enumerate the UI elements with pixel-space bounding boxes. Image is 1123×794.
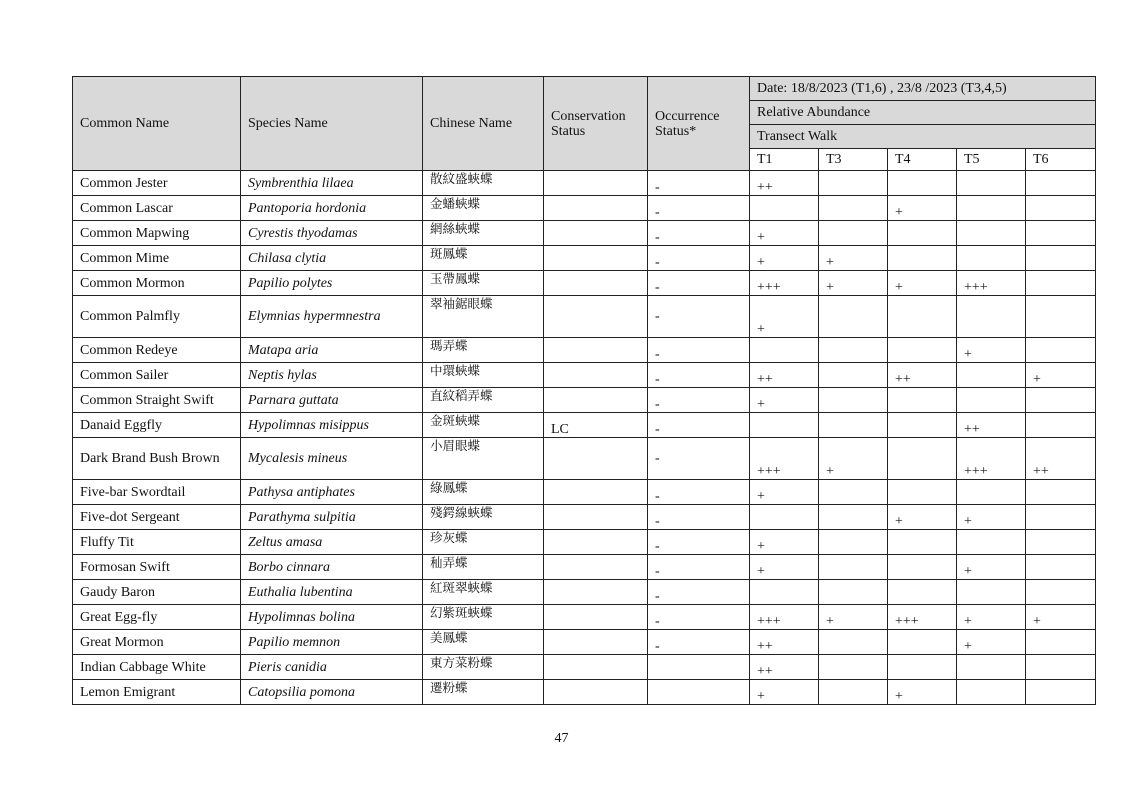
t5-cell: + bbox=[957, 605, 1026, 630]
t5-cell: + bbox=[957, 338, 1026, 363]
chinese-name-cell: 殘鍔線蛺蝶 bbox=[423, 505, 544, 530]
t5-cell bbox=[957, 655, 1026, 680]
t5-cell bbox=[957, 246, 1026, 271]
species-name-cell: Matapa aria bbox=[241, 338, 423, 363]
t3-cell: + bbox=[819, 605, 888, 630]
occurrence-cell: - bbox=[648, 555, 750, 580]
common-name-cell: Great Mormon bbox=[73, 630, 241, 655]
t4-cell bbox=[888, 530, 957, 555]
species-table bbox=[72, 76, 1096, 705]
occurrence-cell: - bbox=[648, 171, 750, 196]
conservation-cell bbox=[544, 221, 648, 246]
t6-cell: + bbox=[1026, 363, 1096, 388]
t1-cell bbox=[750, 338, 819, 363]
table-row bbox=[73, 530, 1096, 555]
species-name-cell: Elymnias hypermnestra bbox=[241, 296, 423, 338]
table-row bbox=[73, 171, 1096, 196]
conservation-cell bbox=[544, 505, 648, 530]
conservation-cell bbox=[544, 630, 648, 655]
conservation-cell bbox=[544, 555, 648, 580]
occurrence-cell bbox=[648, 655, 750, 680]
chinese-name-cell: 金斑蛺蝶 bbox=[423, 413, 544, 438]
table-row bbox=[73, 630, 1096, 655]
occurrence-cell: - bbox=[648, 388, 750, 413]
table-row bbox=[73, 505, 1096, 530]
species-name-cell: Cyrestis thyodamas bbox=[241, 221, 423, 246]
species-name-cell: Neptis hylas bbox=[241, 363, 423, 388]
t4-cell bbox=[888, 221, 957, 246]
t5-cell bbox=[957, 530, 1026, 555]
header-t6: T6 bbox=[1026, 149, 1096, 171]
table-row bbox=[73, 605, 1096, 630]
t3-cell bbox=[819, 680, 888, 705]
t4-cell bbox=[888, 655, 957, 680]
conservation-cell bbox=[544, 530, 648, 555]
conservation-cell bbox=[544, 246, 648, 271]
table-row bbox=[73, 555, 1096, 580]
t1-cell: + bbox=[750, 388, 819, 413]
occurrence-cell: - bbox=[648, 438, 750, 480]
t4-cell bbox=[888, 246, 957, 271]
t4-cell: + bbox=[888, 680, 957, 705]
species-name-cell: Borbo cinnara bbox=[241, 555, 423, 580]
t5-cell: +++ bbox=[957, 438, 1026, 480]
table-row bbox=[73, 363, 1096, 388]
conservation-cell bbox=[544, 438, 648, 480]
common-name-cell: Lemon Emigrant bbox=[73, 680, 241, 705]
t3-cell bbox=[819, 480, 888, 505]
chinese-name-cell: 幻紫斑蛺蝶 bbox=[423, 605, 544, 630]
table-row bbox=[73, 680, 1096, 705]
conservation-cell bbox=[544, 196, 648, 221]
occurrence-cell: - bbox=[648, 413, 750, 438]
t1-cell bbox=[750, 196, 819, 221]
chinese-name-cell: 散紋盛蛺蝶 bbox=[423, 171, 544, 196]
header-t1: T1 bbox=[750, 149, 819, 171]
conservation-cell bbox=[544, 296, 648, 338]
t4-cell bbox=[888, 338, 957, 363]
t3-cell bbox=[819, 363, 888, 388]
conservation-cell bbox=[544, 580, 648, 605]
t4-cell bbox=[888, 413, 957, 438]
species-name-cell: Hypolimnas bolina bbox=[241, 605, 423, 630]
t4-cell bbox=[888, 555, 957, 580]
header-occurrence-status: Occurrence Status* bbox=[648, 77, 750, 171]
t6-cell bbox=[1026, 196, 1096, 221]
t5-cell bbox=[957, 196, 1026, 221]
common-name-cell: Dark Brand Bush Brown bbox=[73, 438, 241, 480]
table-row bbox=[73, 655, 1096, 680]
t4-cell: + bbox=[888, 271, 957, 296]
header-relative-abundance: Relative Abundance bbox=[750, 101, 1096, 125]
t6-cell bbox=[1026, 630, 1096, 655]
chinese-name-cell: 網絲蛺蝶 bbox=[423, 221, 544, 246]
occurrence-cell: - bbox=[648, 505, 750, 530]
occurrence-cell: - bbox=[648, 246, 750, 271]
t3-cell: + bbox=[819, 271, 888, 296]
chinese-name-cell: 玉帶鳳蝶 bbox=[423, 271, 544, 296]
t1-cell: + bbox=[750, 530, 819, 555]
table-row bbox=[73, 438, 1096, 480]
occurrence-cell: - bbox=[648, 296, 750, 338]
common-name-cell: Danaid Eggfly bbox=[73, 413, 241, 438]
t5-cell: ++ bbox=[957, 413, 1026, 438]
chinese-name-cell: 瑪弄蝶 bbox=[423, 338, 544, 363]
table-row bbox=[73, 271, 1096, 296]
t5-cell: + bbox=[957, 555, 1026, 580]
t4-cell: + bbox=[888, 505, 957, 530]
occurrence-cell: - bbox=[648, 221, 750, 246]
t3-cell bbox=[819, 505, 888, 530]
t4-cell bbox=[888, 438, 957, 480]
species-name-cell: Euthalia lubentina bbox=[241, 580, 423, 605]
table-row bbox=[73, 296, 1096, 338]
t4-cell bbox=[888, 630, 957, 655]
table-row bbox=[73, 221, 1096, 246]
header-common-name: Common Name bbox=[73, 77, 241, 171]
species-name-cell: Parnara guttata bbox=[241, 388, 423, 413]
common-name-cell: Common Redeye bbox=[73, 338, 241, 363]
t6-cell bbox=[1026, 555, 1096, 580]
species-name-cell: Symbrenthia lilaea bbox=[241, 171, 423, 196]
table-row bbox=[73, 246, 1096, 271]
conservation-cell bbox=[544, 605, 648, 630]
occurrence-cell: - bbox=[648, 530, 750, 555]
t5-cell bbox=[957, 480, 1026, 505]
chinese-name-cell: 紅斑翠蛺蝶 bbox=[423, 580, 544, 605]
t6-cell bbox=[1026, 338, 1096, 363]
common-name-cell: Fluffy Tit bbox=[73, 530, 241, 555]
chinese-name-cell: 綠鳳蝶 bbox=[423, 480, 544, 505]
t3-cell: + bbox=[819, 246, 888, 271]
species-name-cell: Pieris canidia bbox=[241, 655, 423, 680]
t4-cell bbox=[888, 388, 957, 413]
t4-cell: +++ bbox=[888, 605, 957, 630]
common-name-cell: Five-bar Swordtail bbox=[73, 480, 241, 505]
chinese-name-cell: 小眉眼蝶 bbox=[423, 438, 544, 480]
species-name-cell: Hypolimnas misippus bbox=[241, 413, 423, 438]
common-name-cell: Five-dot Sergeant bbox=[73, 505, 241, 530]
t5-cell bbox=[957, 296, 1026, 338]
t1-cell bbox=[750, 580, 819, 605]
t4-cell bbox=[888, 480, 957, 505]
conservation-cell bbox=[544, 655, 648, 680]
t5-cell bbox=[957, 221, 1026, 246]
occurrence-cell: - bbox=[648, 630, 750, 655]
t5-cell: +++ bbox=[957, 271, 1026, 296]
species-name-cell: Pathysa antiphates bbox=[241, 480, 423, 505]
t1-cell bbox=[750, 505, 819, 530]
t3-cell bbox=[819, 338, 888, 363]
conservation-cell bbox=[544, 271, 648, 296]
t5-cell bbox=[957, 363, 1026, 388]
t3-cell bbox=[819, 530, 888, 555]
chinese-name-cell: 秈弄蝶 bbox=[423, 555, 544, 580]
t5-cell bbox=[957, 171, 1026, 196]
t3-cell bbox=[819, 221, 888, 246]
conservation-cell bbox=[544, 338, 648, 363]
t6-cell bbox=[1026, 505, 1096, 530]
occurrence-cell: - bbox=[648, 605, 750, 630]
t6-cell bbox=[1026, 580, 1096, 605]
header-survey-date: Date: 18/8/2023 (T1,6) , 23/8 /2023 (T3,4,5) bbox=[750, 77, 1096, 101]
t1-cell: + bbox=[750, 555, 819, 580]
t6-cell bbox=[1026, 655, 1096, 680]
t3-cell bbox=[819, 630, 888, 655]
t1-cell: + bbox=[750, 296, 819, 338]
conservation-cell bbox=[544, 171, 648, 196]
species-name-cell: Catopsilia pomona bbox=[241, 680, 423, 705]
common-name-cell: Common Mapwing bbox=[73, 221, 241, 246]
t1-cell: +++ bbox=[750, 438, 819, 480]
common-name-cell: Common Sailer bbox=[73, 363, 241, 388]
occurrence-cell: - bbox=[648, 196, 750, 221]
conservation-cell bbox=[544, 480, 648, 505]
species-name-cell: Parathyma sulpitia bbox=[241, 505, 423, 530]
t6-cell bbox=[1026, 221, 1096, 246]
occurrence-cell: - bbox=[648, 580, 750, 605]
t5-cell bbox=[957, 388, 1026, 413]
occurrence-cell: - bbox=[648, 338, 750, 363]
header-conservation-status: Conservation Status bbox=[544, 77, 648, 171]
t1-cell: + bbox=[750, 480, 819, 505]
t6-cell bbox=[1026, 296, 1096, 338]
t1-cell: +++ bbox=[750, 271, 819, 296]
occurrence-cell: - bbox=[648, 363, 750, 388]
chinese-name-cell: 直紋稻弄蝶 bbox=[423, 388, 544, 413]
common-name-cell: Formosan Swift bbox=[73, 555, 241, 580]
occurrence-cell: - bbox=[648, 271, 750, 296]
t1-cell: ++ bbox=[750, 363, 819, 388]
chinese-name-cell: 金蟠蛺蝶 bbox=[423, 196, 544, 221]
t1-cell bbox=[750, 413, 819, 438]
conservation-cell bbox=[544, 680, 648, 705]
t5-cell: + bbox=[957, 505, 1026, 530]
t6-cell: + bbox=[1026, 605, 1096, 630]
conservation-cell bbox=[544, 363, 648, 388]
header-t4: T4 bbox=[888, 149, 957, 171]
t1-cell: ++ bbox=[750, 171, 819, 196]
t4-cell bbox=[888, 171, 957, 196]
header-t3: T3 bbox=[819, 149, 888, 171]
t6-cell bbox=[1026, 171, 1096, 196]
species-name-cell: Mycalesis mineus bbox=[241, 438, 423, 480]
t1-cell: + bbox=[750, 221, 819, 246]
common-name-cell: Indian Cabbage White bbox=[73, 655, 241, 680]
chinese-name-cell: 東方菜粉蝶 bbox=[423, 655, 544, 680]
t3-cell: + bbox=[819, 438, 888, 480]
t5-cell bbox=[957, 680, 1026, 705]
common-name-cell: Common Lascar bbox=[73, 196, 241, 221]
t1-cell: + bbox=[750, 680, 819, 705]
common-name-cell: Common Jester bbox=[73, 171, 241, 196]
t1-cell: ++ bbox=[750, 655, 819, 680]
t4-cell bbox=[888, 580, 957, 605]
t4-cell: ++ bbox=[888, 363, 957, 388]
chinese-name-cell: 中環蛺蝶 bbox=[423, 363, 544, 388]
species-name-cell: Papilio polytes bbox=[241, 271, 423, 296]
t3-cell bbox=[819, 655, 888, 680]
t6-cell bbox=[1026, 530, 1096, 555]
t6-cell bbox=[1026, 271, 1096, 296]
t5-cell: + bbox=[957, 630, 1026, 655]
chinese-name-cell: 美鳳蝶 bbox=[423, 630, 544, 655]
header-species-name: Species Name bbox=[241, 77, 423, 171]
common-name-cell: Gaudy Baron bbox=[73, 580, 241, 605]
t1-cell: ++ bbox=[750, 630, 819, 655]
t4-cell bbox=[888, 296, 957, 338]
species-name-cell: Chilasa clytia bbox=[241, 246, 423, 271]
t3-cell bbox=[819, 555, 888, 580]
t1-cell: + bbox=[750, 246, 819, 271]
species-name-cell: Pantoporia hordonia bbox=[241, 196, 423, 221]
t6-cell bbox=[1026, 246, 1096, 271]
table-row bbox=[73, 580, 1096, 605]
header-chinese-name: Chinese Name bbox=[423, 77, 544, 171]
t3-cell bbox=[819, 580, 888, 605]
t6-cell bbox=[1026, 388, 1096, 413]
common-name-cell: Common Mime bbox=[73, 246, 241, 271]
t4-cell: + bbox=[888, 196, 957, 221]
species-name-cell: Zeltus amasa bbox=[241, 530, 423, 555]
common-name-cell: Great Egg-fly bbox=[73, 605, 241, 630]
t5-cell bbox=[957, 580, 1026, 605]
t6-cell bbox=[1026, 480, 1096, 505]
t3-cell bbox=[819, 196, 888, 221]
occurrence-cell: - bbox=[648, 480, 750, 505]
species-name-cell: Papilio memnon bbox=[241, 630, 423, 655]
occurrence-cell bbox=[648, 680, 750, 705]
t3-cell bbox=[819, 171, 888, 196]
chinese-name-cell: 翠袖鋸眼蝶 bbox=[423, 296, 544, 338]
table-row bbox=[73, 338, 1096, 363]
table-row bbox=[73, 196, 1096, 221]
common-name-cell: Common Palmfly bbox=[73, 296, 241, 338]
t1-cell: +++ bbox=[750, 605, 819, 630]
t3-cell bbox=[819, 296, 888, 338]
t6-cell bbox=[1026, 413, 1096, 438]
conservation-cell bbox=[544, 388, 648, 413]
table-row bbox=[73, 413, 1096, 438]
t3-cell bbox=[819, 388, 888, 413]
t6-cell bbox=[1026, 680, 1096, 705]
header-transect-walk: Transect Walk bbox=[750, 125, 1096, 149]
table-row bbox=[73, 388, 1096, 413]
page-number: 47 bbox=[554, 731, 569, 746]
chinese-name-cell: 珍灰蝶 bbox=[423, 530, 544, 555]
common-name-cell: Common Mormon bbox=[73, 271, 241, 296]
chinese-name-cell: 遷粉蝶 bbox=[423, 680, 544, 705]
chinese-name-cell: 斑鳳蝶 bbox=[423, 246, 544, 271]
t3-cell bbox=[819, 413, 888, 438]
table-row bbox=[73, 480, 1096, 505]
conservation-cell: LC bbox=[544, 413, 648, 438]
common-name-cell: Common Straight Swift bbox=[73, 388, 241, 413]
t6-cell: ++ bbox=[1026, 438, 1096, 480]
header-t5: T5 bbox=[957, 149, 1026, 171]
